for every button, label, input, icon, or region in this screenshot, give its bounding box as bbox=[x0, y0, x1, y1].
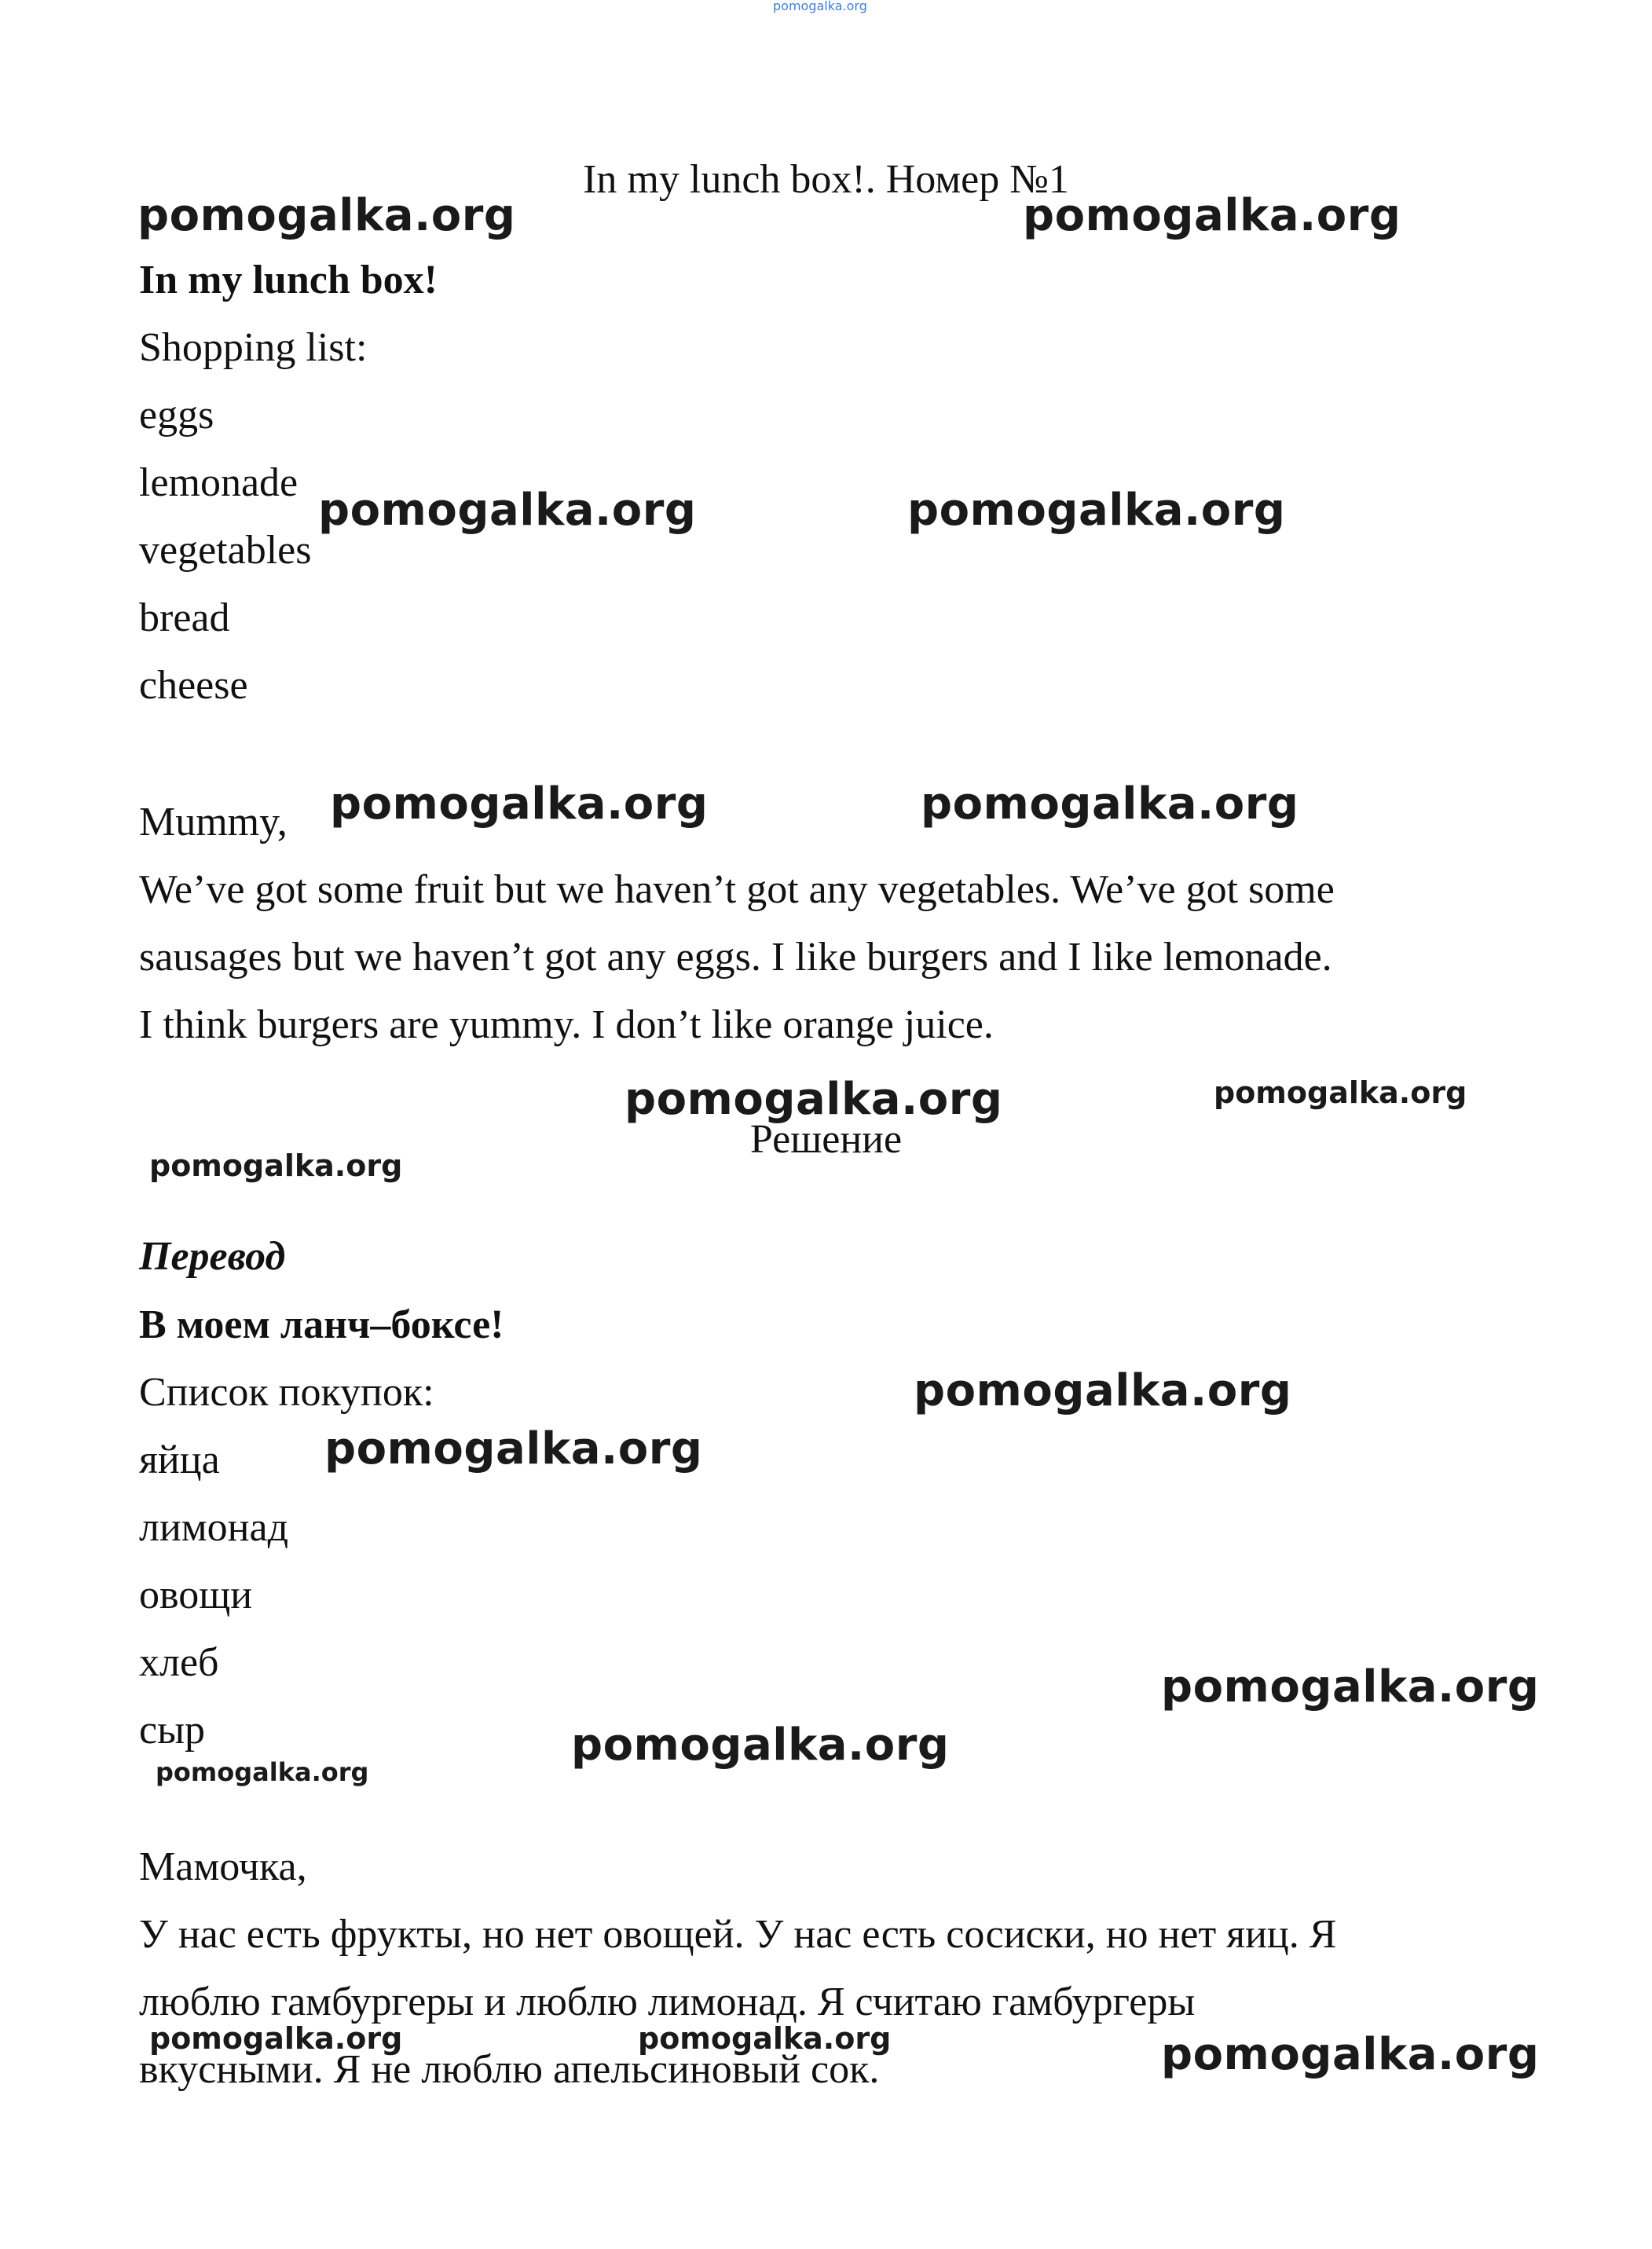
watermark: pomogalka.org bbox=[921, 778, 1299, 830]
watermark: pomogalka.org bbox=[318, 485, 697, 536]
list-item: lemonade bbox=[139, 460, 299, 505]
list-item: яйца bbox=[139, 1438, 220, 1482]
solution-label: Решение bbox=[749, 1117, 903, 1162]
translation-line: вкусными. Я не люблю апельсиновый сок. bbox=[139, 2047, 880, 2092]
watermark: pomogalka.org bbox=[330, 778, 709, 830]
translation-list-title: Список покупок: bbox=[139, 1370, 434, 1415]
watermark: pomogalka.org bbox=[137, 190, 516, 241]
watermark: pomogalka.org bbox=[914, 1365, 1292, 1416]
watermark: pomogalka.org bbox=[625, 1074, 1003, 1125]
translation-line: У нас есть фрукты, но нет овощей. У нас есть сосиски, но нет яиц. Я bbox=[139, 1912, 1337, 1957]
letter-greeting: Mummy, bbox=[139, 800, 288, 844]
watermark: pomogalka.org bbox=[156, 1757, 369, 1787]
watermark: pomogalka.org bbox=[1161, 1661, 1540, 1712]
watermark: pomogalka.org bbox=[1214, 1075, 1467, 1110]
list-item: сыр bbox=[139, 1708, 206, 1753]
translation-label: Перевод bbox=[139, 1234, 286, 1279]
watermark: pomogalka.org bbox=[1161, 2029, 1540, 2080]
watermark: pomogalka.org bbox=[149, 2021, 403, 2056]
letter-line: I think burgers are yummy. I don’t like orange juice. bbox=[139, 1002, 994, 1047]
watermark: pomogalka.org bbox=[907, 485, 1286, 536]
list-item: лимонад bbox=[139, 1505, 289, 1550]
list-item: cheese bbox=[139, 663, 248, 708]
watermark: pomogalka.org bbox=[149, 1148, 403, 1183]
list-item: bread bbox=[139, 595, 230, 640]
watermark: pomogalka.org bbox=[324, 1423, 703, 1474]
shopping-list-title: Shopping list: bbox=[139, 325, 368, 370]
watermark: pomogalka.org bbox=[571, 1720, 950, 1771]
translation-heading: В моем ланч–боксе! bbox=[139, 1302, 504, 1347]
page-title: In my lunch box!. Номер №1 bbox=[583, 157, 1069, 202]
top-watermark: pomogalka.org bbox=[773, 0, 867, 13]
list-item: eggs bbox=[139, 393, 214, 438]
translation-line: люблю гамбургеры и люблю лимонад. Я считаю гамбургеры bbox=[139, 1980, 1196, 2024]
list-item: vegetables bbox=[139, 528, 312, 573]
letter-line: We’ve got some fruit but we haven’t got any vegetables. We’ve got some bbox=[139, 867, 1335, 912]
list-item: овощи bbox=[139, 1573, 253, 1617]
watermark: pomogalka.org bbox=[638, 2021, 892, 2056]
translation-greeting: Мамочка, bbox=[139, 1844, 307, 1889]
watermark: pomogalka.org bbox=[1023, 190, 1401, 241]
letter-line: sausages but we haven’t got any eggs. I like burgers and I like lemonade. bbox=[139, 935, 1332, 980]
list-item: хлеб bbox=[139, 1640, 219, 1685]
task-heading: In my lunch box! bbox=[139, 258, 438, 302]
